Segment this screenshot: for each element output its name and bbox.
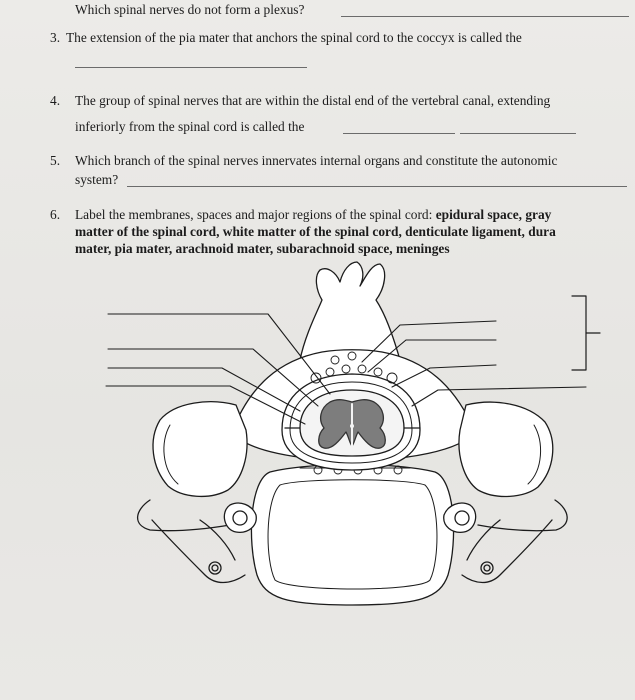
q4-number: 4. xyxy=(50,93,61,108)
q6-line3-bold: mater, pia mater, arachnoid mater, subarachnoid space, meninges xyxy=(75,241,450,256)
vertebral-body xyxy=(251,465,453,606)
meninges-bracket xyxy=(572,296,586,370)
q5-line2: system? xyxy=(75,172,119,187)
spinous-process xyxy=(300,262,400,360)
q6-line1-plain: Label the membranes, spaces and major regions of the spinal cord: xyxy=(75,207,436,222)
q4-line1: The group of spinal nerves that are within the distal end of the vertebral canal, extending xyxy=(75,93,551,108)
q2-text: Which spinal nerves do not form a plexus? xyxy=(75,2,305,17)
q3-text: The extension of the pia mater that anchors the spinal cord to the coccyx is called the xyxy=(66,30,522,45)
q4-line2: inferiorly from the spinal cord is called the xyxy=(75,119,305,134)
q5-line1: Which branch of the spinal nerves innervates internal organs and constitute the autonomic xyxy=(75,153,558,168)
q6-line1-bold: epidural space, gray xyxy=(435,207,552,222)
q6-line2-bold: matter of the spinal cord, white matter of the spinal cord, denticulate ligament, dura xyxy=(75,224,556,239)
q3-number: 3. xyxy=(50,30,61,45)
right-transverse-process xyxy=(459,402,553,496)
left-transverse-process xyxy=(153,402,247,497)
q6-number: 6. xyxy=(50,207,61,222)
q5-number: 5. xyxy=(50,153,61,168)
